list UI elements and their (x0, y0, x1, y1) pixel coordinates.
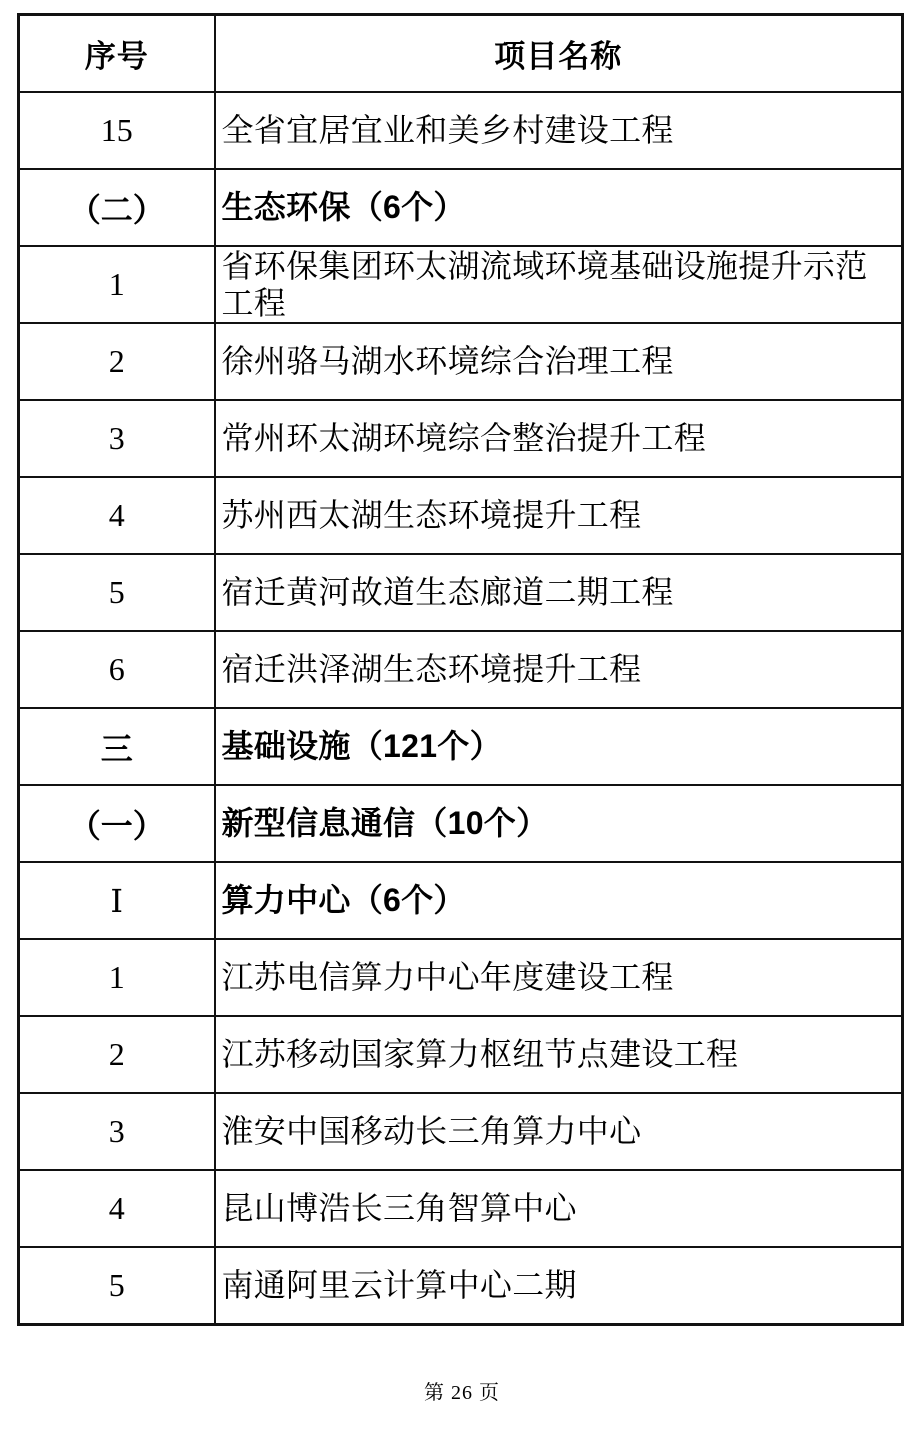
table-row (19, 400, 903, 477)
table-row (19, 169, 903, 246)
row-serial-number: （二） (19, 169, 215, 246)
row-project-name: 苏州西太湖生态环境提升工程 (215, 477, 903, 554)
row-project-name: 江苏电信算力中心年度建设工程 (215, 939, 903, 1016)
table-header-row (19, 15, 903, 93)
row-serial-number: 5 (19, 1247, 215, 1325)
table-row (19, 246, 903, 323)
table-row (19, 323, 903, 400)
table-row (19, 939, 903, 1016)
row-project-name: 生态环保（6个） (215, 169, 903, 246)
row-project-name: 宿迁洪泽湖生态环境提升工程 (215, 631, 903, 708)
page-number: 第 26 页 (424, 1382, 500, 1404)
row-serial-number: 1 (19, 939, 215, 1016)
row-project-name: 基础设施（121个） (215, 708, 903, 785)
table-row (19, 785, 903, 862)
row-project-name: 昆山博浩长三角智算中心 (215, 1170, 903, 1247)
row-project-name: 算力中心（6个） (215, 862, 903, 939)
row-project-name: 宿迁黄河故道生态廊道二期工程 (215, 554, 903, 631)
table-row (19, 862, 903, 939)
row-serial-number: 3 (19, 400, 215, 477)
project-list-table (17, 13, 904, 1326)
row-project-name: 全省宜居宜业和美乡村建设工程 (215, 92, 903, 169)
row-serial-number: 4 (19, 477, 215, 554)
row-serial-number: Ⅰ (19, 862, 215, 939)
row-project-name: 南通阿里云计算中心二期 (215, 1247, 903, 1325)
row-project-name: 淮安中国移动长三角算力中心 (215, 1093, 903, 1170)
row-serial-number: 15 (19, 92, 215, 169)
table-row (19, 554, 903, 631)
table-row (19, 1170, 903, 1247)
table-body (19, 92, 903, 1325)
row-project-name: 徐州骆马湖水环境综合治理工程 (215, 323, 903, 400)
row-serial-number: 三 (19, 708, 215, 785)
row-serial-number: 2 (19, 323, 215, 400)
table-row (19, 1247, 903, 1325)
row-serial-number: （一） (19, 785, 215, 862)
table-row (19, 477, 903, 554)
row-project-name: 江苏移动国家算力枢纽节点建设工程 (215, 1016, 903, 1093)
table-row (19, 631, 903, 708)
row-serial-number: 1 (19, 246, 215, 323)
row-serial-number: 4 (19, 1170, 215, 1247)
row-project-name: 省环保集团环太湖流域环境基础设施提升示范工程 (215, 246, 903, 323)
column-header-project-name: 项目名称 (215, 15, 903, 93)
table-row (19, 1093, 903, 1170)
row-serial-number: 5 (19, 554, 215, 631)
table-row (19, 92, 903, 169)
table-row (19, 1016, 903, 1093)
row-project-name: 常州环太湖环境综合整治提升工程 (215, 400, 903, 477)
row-serial-number: 6 (19, 631, 215, 708)
column-header-serial-number: 序号 (19, 15, 215, 93)
row-project-name: 新型信息通信（10个） (215, 785, 903, 862)
row-serial-number: 2 (19, 1016, 215, 1093)
row-serial-number: 3 (19, 1093, 215, 1170)
table-row (19, 708, 903, 785)
